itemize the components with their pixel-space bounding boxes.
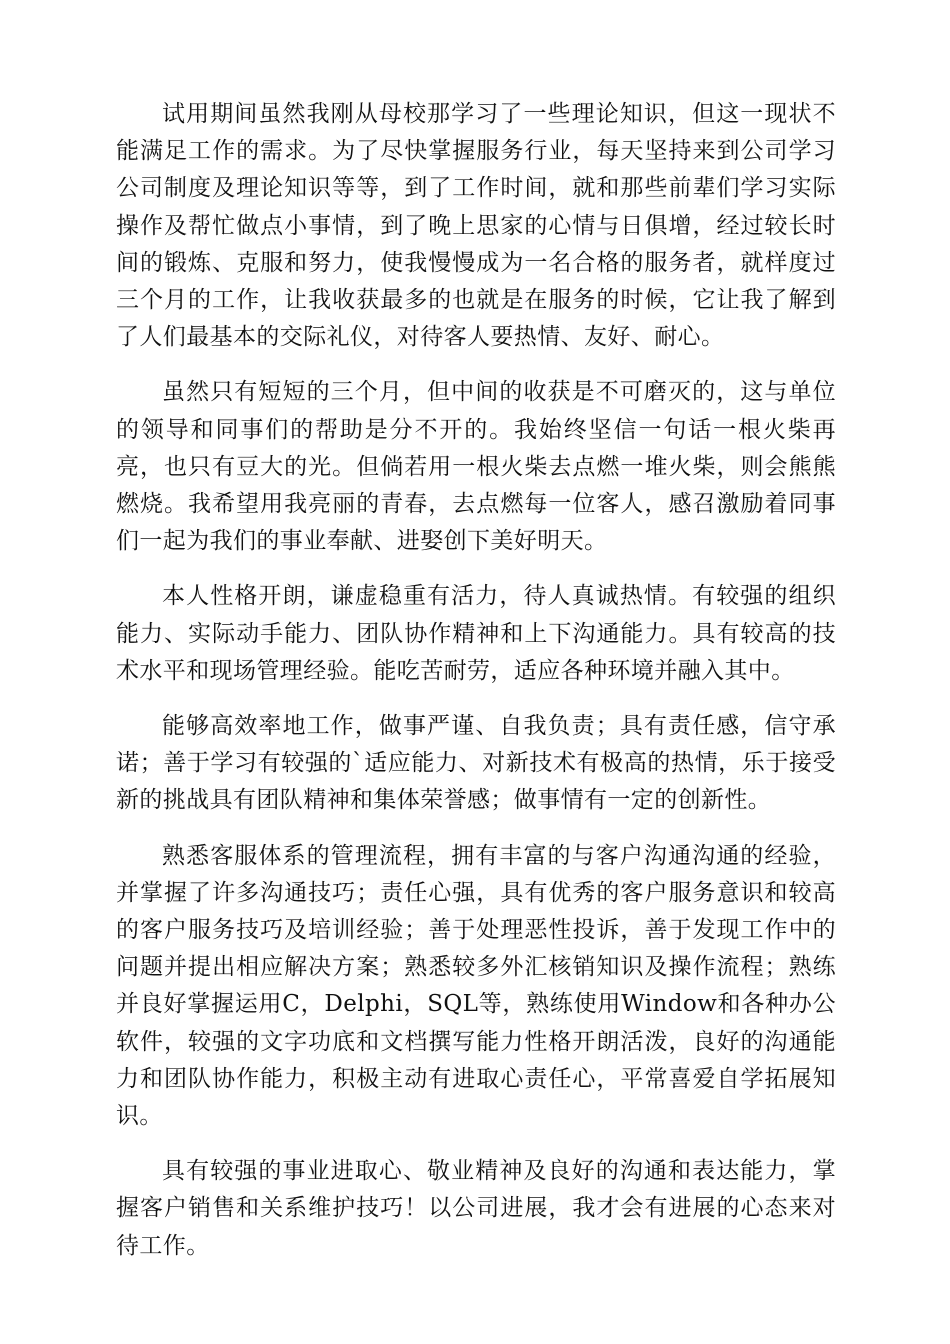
- document-body: [116, 96, 836, 1283]
- paragraph-6: 具有较强的事业进取心、敬业精神及良好的沟通和表达能力，掌握客户销售和关系维护技巧！以公司进展，我才会有进展的心态来对待工作。: [116, 1158, 836, 1259]
- paragraph-3: 本人性格开朗，谦虚稳重有活力，待人真诚热情。有较强的组织能力、实际动手能力、团队协作精神和上下沟通能力。具有较高的技术水平和现场管理经验。能吃苦耐劳，适应各种环境并融入其中。: [116, 583, 836, 684]
- paragraph-1: 试用期间虽然我刚从母校那学习了一些理论知识，但这一现状不能满足工作的需求。为了尽快掌握服务行业，每天坚持来到公司学习公司制度及理论知识等等，到了工作时间，就和那些前辈们学习实际操作及帮忙做点小事情，到了晚上思家的心情与日俱增，经过较长时间的锻炼、克服和努力，使我慢慢成为一名合格的服务者，就样度过三个月的工作，让我收获最多的也就是在服务的时候，它让我了解到了人们最基本的交际礼仪，对待客人要热情、友好、耐心。: [116, 101, 836, 351]
- paragraph-2: 虽然只有短短的三个月，但中间的收获是不可磨灭的，这与单位的领导和同事们的帮助是分不开的。我始终坚信一句话一根火柴再亮，也只有豆大的光。但倘若用一根火柴去点燃一堆火柴，则会熊熊燃烧。我希望用我亮丽的青春，去点燃每一位客人，感召激励着同事们一起为我们的事业奉献、进娶创下美好明天。: [116, 379, 836, 555]
- paragraph-4: 能够高效率地工作，做事严谨、自我负责；具有责任感，信守承诺；善于学习有较强的`适应能力、对新技术有极高的热情，乐于接受新的挑战具有团队精神和集体荣誉感；做事情有一定的创新性。: [116, 713, 836, 814]
- paragraph-5: 熟悉客服体系的管理流程，拥有丰富的与客户沟通沟通的经验，并掌握了许多沟通技巧；责任心强，具有优秀的客户服务意识和较高的客户服务技巧及培训经验；善于处理恶性投诉，善于发现工作中的问题并提出相应解决方案；熟悉较多外汇核销知识及操作流程；熟练并良好掌握运用C，Delphi，SQL等，熟练使用Window和各种办公软件，较强的文字功底和文档撰写能力性格开朗活泼，良好的沟通能力和团队协作能力，积极主动有进取心责任心，平常喜爱自学拓展知识。: [116, 842, 836, 1130]
